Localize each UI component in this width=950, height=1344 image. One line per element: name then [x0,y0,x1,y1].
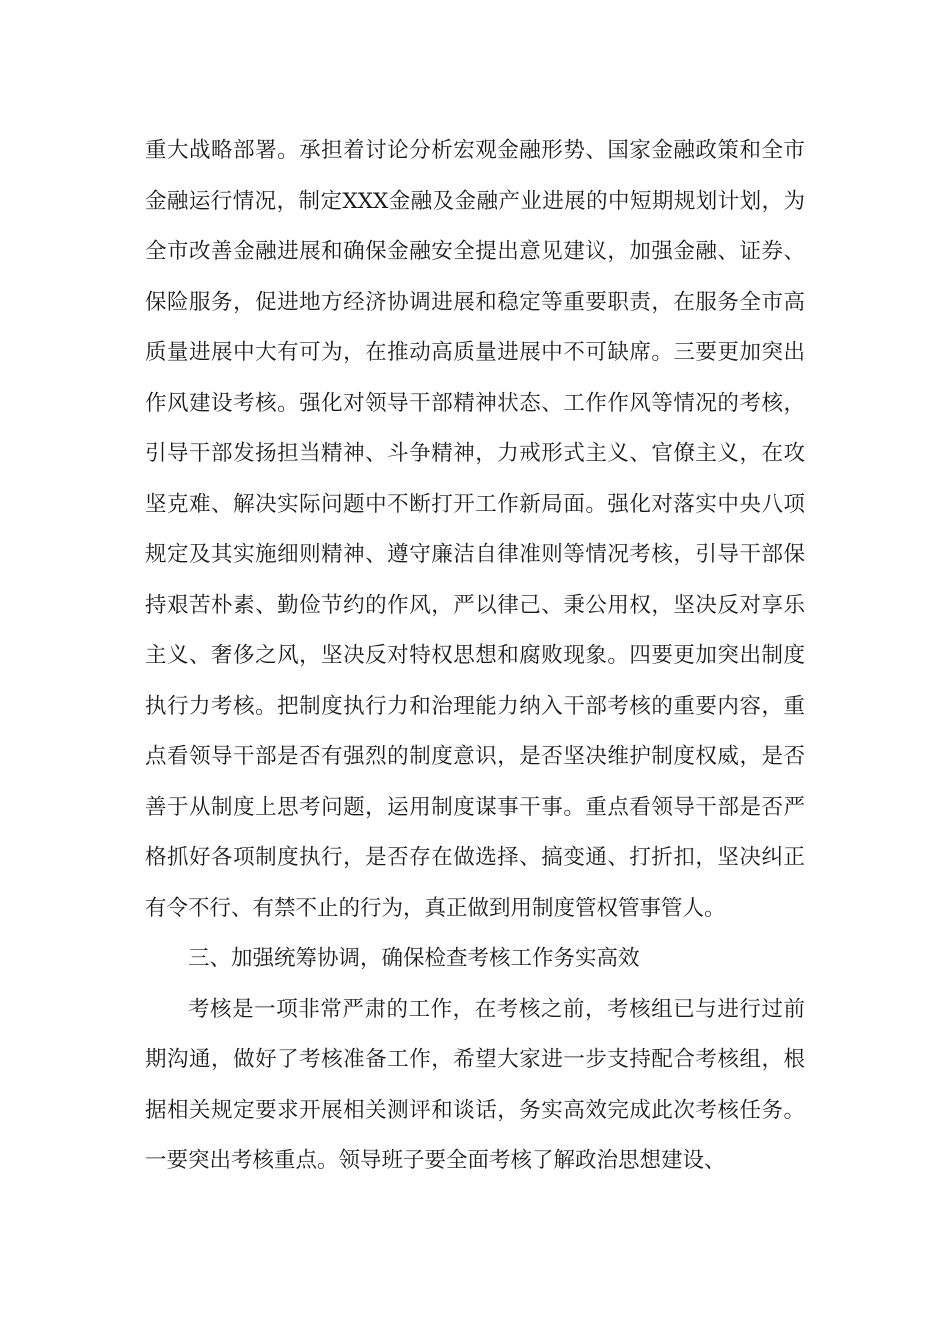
section-heading: 三、加强统筹协调，确保检查考核工作务实高效 [188,946,640,971]
body-paragraph: 重大战略部署。承担着讨论分析宏观金融形势、国家金融政策和全市金融运行情况，制定XXX金融及金融产业进展的中短期规划计划，为全市改善金融进展和确保金融安全提出意见建议，加强金融、证券、保险服务，促进地方经济协调进展和稳定等重要职责，在服务全市高质量进展中大有可为，在推动高质量进展中不可缺席。三要更加突出作风建设考核。强化对领导干部精神状态、工作作风等情况的考核，引导干部发扬担当精神、斗争精神，力戒形式主义、官僚主义，在攻坚克难、解决实际问题中不断打开工作新局面。强化对落实中央八项规定及其实施细则精神、遵守廉洁自律准则等情况考核，引导干部保持艰苦朴素、勤俭节约的作风，严以律己、秉公用权，坚决反对享乐主义、奢侈之风，坚决反对特权思想和腐败现象。四要更加突出制度执行力考核。把制度执行力和治理能力纳入干部考核的重要内容，重点看领导干部是否有强烈的制度意识，是否坚决维护制度权威，是否善于从制度上思考问题，运用制度谋事干事。重点看领导干部是否严格抓好各项制度执行，是否存在做选择、搞变通、打折扣，坚决纠正有令不行、有禁不止的行为，真正做到用制度管权管事管人。 [145,138,805,921]
document-body [145,126,805,1187]
body-paragraph: 考核是一项非常严肃的工作，在考核之前，考核组已与进行过前期沟通，做好了考核准备工作，希望大家进一步支持配合考核组，根据相关规定要求开展相关测评和谈话，务实高效完成此次考核任务。一要突出考核重点。领导班子要全面考核了解政治思想建设、 [145,996,805,1173]
